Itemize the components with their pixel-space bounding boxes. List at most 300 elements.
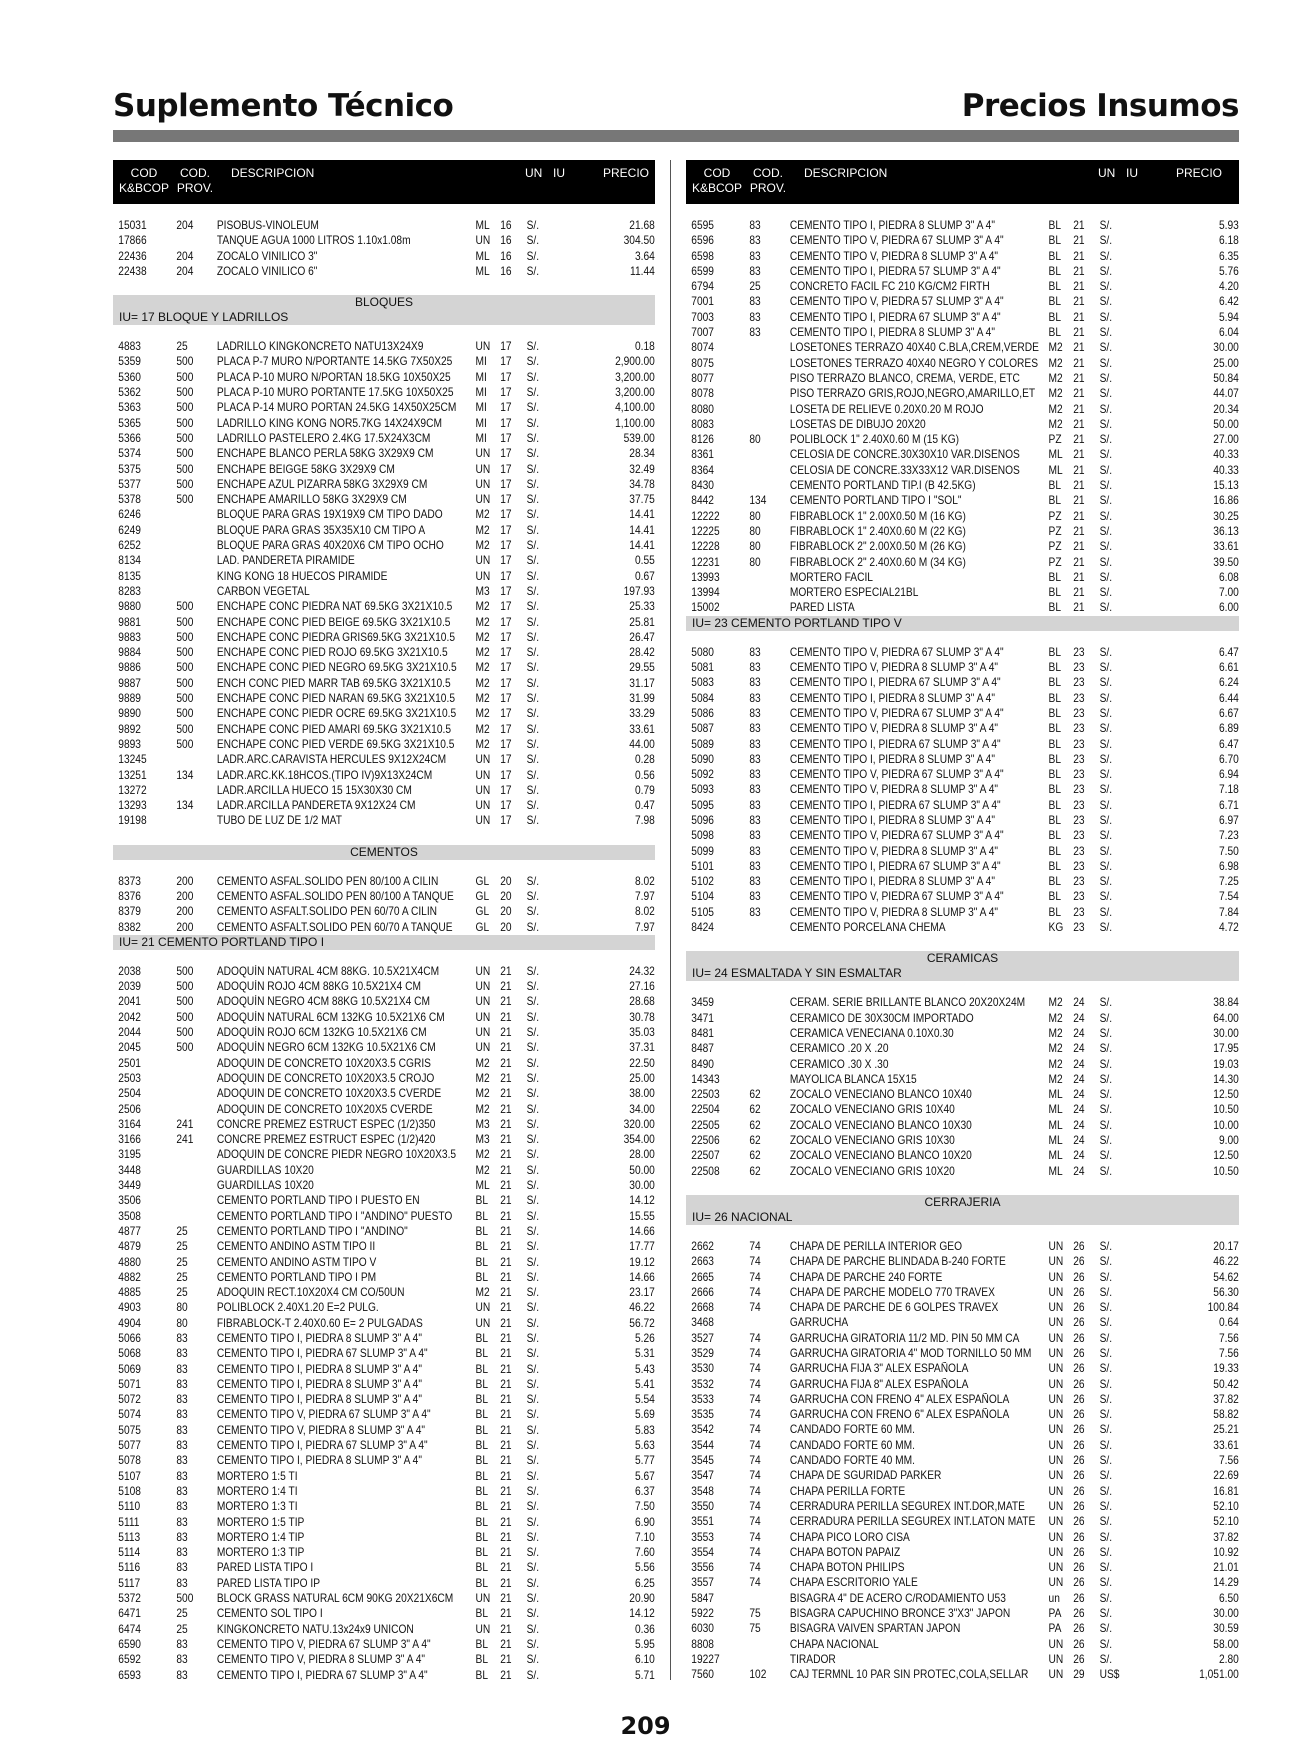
- cell-price: 25.33: [629, 600, 655, 614]
- cell-un: UN: [1048, 1545, 1064, 1559]
- cell-prov: 25: [176, 340, 188, 354]
- cell-cod: 3551: [691, 1515, 714, 1529]
- cell-prov: 83: [176, 1637, 188, 1651]
- cell-un: M2: [475, 1071, 490, 1085]
- cell-desc: CEMENTO TIPO I, PIEDRA 67 SLUMP 3" A 4": [789, 859, 1001, 873]
- cell-prov: 500: [176, 370, 194, 384]
- cell-prov: 134: [749, 494, 767, 508]
- cell-desc: CEMENTO TIPO I, PIEDRA 8 SLUMP 3" A 4": [789, 752, 995, 766]
- table-row: [686, 1484, 1239, 1499]
- cell-prov: 25: [176, 1607, 188, 1621]
- cell-un: M2: [475, 646, 490, 660]
- table-row: [113, 1193, 655, 1208]
- cell-iu: 21: [1073, 601, 1085, 615]
- cell-desc: LAD. PANDERETA PIRAMIDE: [216, 554, 355, 568]
- cell-currency: S/.: [526, 539, 540, 553]
- table-row: [686, 1011, 1239, 1026]
- cell-un: MI: [475, 355, 487, 369]
- cell-un: UN: [475, 1622, 491, 1636]
- table-row: [113, 462, 655, 477]
- cell-un: BL: [475, 1362, 489, 1376]
- cell-currency: S/.: [526, 234, 540, 248]
- cell-prov: 134: [176, 768, 194, 782]
- cell-desc: CEMENTO TIPO I, PIEDRA 8 SLUMP 3" A 4": [216, 1454, 422, 1468]
- cell-prov: 500: [176, 615, 194, 629]
- cell-cod: 5365: [118, 416, 141, 430]
- cell-cod: 8379: [118, 905, 141, 919]
- cell-currency: S/.: [1099, 280, 1113, 294]
- spacer: [113, 279, 655, 293]
- cell-price: 38.00: [629, 1087, 655, 1101]
- cell-un: UN: [475, 1026, 491, 1040]
- cell-prov: 241: [176, 1117, 194, 1131]
- cell-currency: S/.: [1099, 494, 1113, 508]
- cell-currency: S/.: [526, 1179, 540, 1193]
- cell-currency: S/.: [526, 386, 540, 400]
- cell-currency: S/.: [526, 1576, 540, 1590]
- table-row: [686, 402, 1239, 417]
- table-row: [686, 1560, 1239, 1575]
- cell-iu: 23: [1073, 921, 1085, 935]
- cell-price: 40.33: [1213, 463, 1239, 477]
- cell-cod: 3550: [691, 1499, 714, 1513]
- cell-price: 7.18: [1218, 783, 1239, 797]
- header-cod: COD K&BCOP: [692, 166, 743, 195]
- cell-price: 32.49: [629, 462, 655, 476]
- cell-desc: FIBRABLOCK-T 2.40X0.60 E= 2 PULGADAS: [216, 1316, 423, 1330]
- cell-iu: 23: [1073, 890, 1085, 904]
- cell-prov: 500: [176, 1026, 194, 1040]
- cell-currency: S/.: [1099, 921, 1113, 935]
- table-row: [686, 294, 1239, 309]
- cell-iu: 23: [1073, 691, 1085, 705]
- cell-cod: 5375: [118, 462, 141, 476]
- cell-iu: 17: [500, 584, 512, 598]
- cell-iu: 21: [500, 1637, 512, 1651]
- cell-iu: 21: [500, 1087, 512, 1101]
- cell-iu: 21: [500, 1423, 512, 1437]
- table-row: [113, 1239, 655, 1254]
- cell-un: BL: [1048, 219, 1062, 232]
- table-row: [686, 264, 1239, 279]
- cell-price: 5.67: [634, 1469, 655, 1483]
- cell-desc: CEMENTO TIPO V, PIEDRA 67 SLUMP 3" A 4": [789, 234, 1004, 248]
- cell-price: 30.00: [1213, 1607, 1239, 1621]
- cell-prov: 83: [749, 295, 761, 309]
- cell-price: 6.18: [1218, 234, 1239, 248]
- cell-iu: 21: [1073, 479, 1085, 493]
- cell-prov: 74: [749, 1255, 761, 1269]
- cell-price: 29.55: [629, 661, 655, 675]
- cell-prov: 74: [749, 1438, 761, 1452]
- cell-desc: MAYOLICA BLANCA 15X15: [789, 1072, 917, 1086]
- cell-desc: CEMENTO ASFALT.SOLIDO PEN 60/70 A CILIN: [216, 905, 438, 919]
- cell-prov: 83: [749, 752, 761, 766]
- cell-desc: ADOQUIN DE CONCRETO 10X20X5 CVERDE: [216, 1102, 433, 1116]
- cell-iu: 17: [500, 355, 512, 369]
- cell-iu: 21: [500, 1286, 512, 1300]
- cell-currency: S/.: [1099, 1454, 1113, 1468]
- cell-desc: ZOCALO VENECIANO GRIS 10X40: [789, 1103, 955, 1117]
- cell-cod: 2042: [118, 1010, 141, 1024]
- table-row: [686, 691, 1239, 706]
- cell-iu: 24: [1073, 1149, 1085, 1163]
- cell-prov: 83: [749, 737, 761, 751]
- table-row: [686, 1102, 1239, 1117]
- cell-prov: 74: [749, 1530, 761, 1544]
- cell-iu: 23: [1073, 829, 1085, 843]
- cell-currency: S/.: [1099, 829, 1113, 843]
- cell-currency: S/.: [1099, 417, 1113, 431]
- cell-price: 14.12: [629, 1194, 655, 1208]
- cell-desc: CEMENTO ANDINO ASTM TIPO II: [216, 1240, 376, 1254]
- cell-price: 46.22: [1213, 1255, 1239, 1269]
- cell-desc: CEMENTO ASFAL.SOLIDO PEN 80/100 A CILIN: [216, 874, 439, 888]
- cell-prov: 83: [176, 1454, 188, 1468]
- cell-currency: S/.: [1099, 1072, 1113, 1086]
- table-row: [113, 1163, 655, 1178]
- cell-currency: S/.: [526, 1469, 540, 1483]
- cell-iu: 17: [500, 676, 512, 690]
- header-cod: COD K&BCOP: [119, 166, 170, 195]
- cell-price: 1,100.00: [615, 416, 655, 430]
- cell-iu: 21: [1073, 570, 1085, 584]
- cell-currency: S/.: [526, 355, 540, 369]
- cell-cod: 6249: [118, 523, 141, 537]
- cell-iu: 17: [500, 814, 512, 828]
- cell-currency: S/.: [1099, 1408, 1113, 1422]
- cell-price: 35.03: [629, 1026, 655, 1040]
- cell-un: BL: [475, 1454, 489, 1468]
- cell-currency: S/.: [1099, 601, 1113, 615]
- cell-price: 30.59: [1213, 1622, 1239, 1636]
- cell-price: 6.97: [1218, 813, 1239, 827]
- subsection-heading: IU= 26 NACIONAL: [686, 1210, 1239, 1225]
- cell-iu: 21: [1073, 371, 1085, 385]
- cell-un: BL: [475, 1530, 489, 1544]
- cell-desc: CEMENTO TIPO V, PIEDRA 8 SLUMP 3" A 4": [789, 249, 999, 263]
- cell-prov: 74: [749, 1484, 761, 1498]
- cell-iu: 21: [1073, 586, 1085, 600]
- cell-cod: 5080: [691, 645, 714, 659]
- table-row: [113, 431, 655, 446]
- cell-price: 6.67: [1218, 706, 1239, 720]
- table-row: [686, 920, 1239, 935]
- cell-prov: 83: [749, 249, 761, 263]
- cell-iu: 21: [1073, 417, 1085, 431]
- cell-price: 6.61: [1218, 661, 1239, 675]
- cell-un: UN: [475, 477, 491, 491]
- table-row: [113, 233, 655, 248]
- table-row: [686, 737, 1239, 752]
- table-row: [113, 584, 655, 599]
- cell-iu: 23: [1073, 722, 1085, 736]
- cell-iu: 26: [1073, 1637, 1085, 1651]
- cell-cod: 5090: [691, 752, 714, 766]
- cell-iu: 21: [1073, 341, 1085, 355]
- cell-desc: LOSETONES TERRAZO 40X40 NEGRO Y COLORES: [789, 356, 1038, 370]
- cell-un: M2: [475, 661, 490, 675]
- cell-cod: 5089: [691, 737, 714, 751]
- table-row: [113, 1300, 655, 1315]
- table-row: [113, 994, 655, 1009]
- cell-un: UN: [1048, 1530, 1064, 1544]
- cell-un: UN: [1048, 1239, 1064, 1253]
- table-row: [113, 737, 655, 752]
- cell-price: 14.41: [629, 523, 655, 537]
- cell-desc: ENCHAPE BEIGGE 58KG 3X29X9 CM: [216, 462, 395, 476]
- cell-un: UN: [475, 1301, 491, 1315]
- cell-currency: S/.: [1099, 706, 1113, 720]
- cell-desc: ZOCALO VENECIANO BLANCO 10X40: [789, 1088, 972, 1102]
- cell-prov: 83: [176, 1561, 188, 1575]
- cell-currency: S/.: [1099, 1591, 1113, 1605]
- cell-currency: S/.: [526, 995, 540, 1009]
- cell-iu: 23: [1073, 783, 1085, 797]
- cell-price: 14.30: [1213, 1072, 1239, 1086]
- cell-prov: 74: [749, 1285, 761, 1299]
- cell-un: BL: [1048, 676, 1062, 690]
- cell-price: 25.00: [1213, 356, 1239, 370]
- table-row: [113, 1285, 655, 1300]
- cell-iu: 21: [500, 1500, 512, 1514]
- cell-iu: 17: [500, 539, 512, 553]
- cell-desc: TANQUE AGUA 1000 LITROS 1.10x1.08m: [216, 234, 411, 248]
- table-row: [113, 339, 655, 354]
- cell-currency: S/.: [1099, 783, 1113, 797]
- cell-currency: S/.: [526, 905, 540, 919]
- cell-currency: S/.: [526, 783, 540, 797]
- cell-iu: 21: [500, 1209, 512, 1223]
- spacer: [113, 829, 655, 843]
- cell-price: 37.31: [629, 1041, 655, 1055]
- cell-currency: S/.: [1099, 1270, 1113, 1284]
- cell-iu: 16: [500, 234, 512, 248]
- cell-un: UN: [475, 753, 491, 767]
- cell-desc: ADOQUÍN ROJO 4CM 88KG 10.5X21X4 CM: [216, 980, 421, 994]
- cell-cod: 12225: [691, 524, 720, 538]
- cell-price: 0.67: [634, 569, 655, 583]
- cell-un: UN: [1048, 1423, 1064, 1437]
- cell-desc: LADR.ARCILLA HUECO 15 15X30X30 CM: [216, 783, 412, 797]
- cell-price: 14.12: [629, 1607, 655, 1621]
- table-row: [686, 889, 1239, 904]
- cell-cod: 9880: [118, 600, 141, 614]
- table-row: [686, 1148, 1239, 1163]
- table-row: [686, 555, 1239, 570]
- cell-iu: 26: [1073, 1515, 1085, 1529]
- cell-currency: S/.: [1099, 768, 1113, 782]
- table-row: [113, 904, 655, 919]
- cell-iu: 17: [500, 477, 512, 491]
- cell-un: UN: [475, 814, 491, 828]
- cell-un: UN: [475, 340, 491, 354]
- cell-price: 28.00: [629, 1148, 655, 1162]
- cell-un: BL: [1048, 601, 1062, 615]
- cell-prov: 74: [749, 1331, 761, 1345]
- cell-cod: 8083: [691, 417, 714, 431]
- cell-cod: 9884: [118, 646, 141, 660]
- cell-desc: TIRADOR: [789, 1652, 836, 1666]
- table-row: [686, 767, 1239, 782]
- cell-desc: ADOQUIN RECT.10X20X4 CM CO/50UN: [216, 1286, 405, 1300]
- cell-prov: 83: [749, 645, 761, 659]
- cell-currency: S/.: [1099, 463, 1113, 477]
- cell-iu: 21: [500, 1026, 512, 1040]
- cell-price: 10.50: [1213, 1103, 1239, 1117]
- cell-currency: S/.: [1099, 249, 1113, 263]
- cell-iu: 21: [500, 1377, 512, 1391]
- cell-un: UN: [475, 462, 491, 476]
- cell-cod: 4883: [118, 340, 141, 354]
- cell-iu: 21: [1073, 310, 1085, 324]
- cell-price: 3,200.00: [615, 370, 655, 384]
- cell-iu: 23: [1073, 706, 1085, 720]
- cell-cod: 6471: [118, 1607, 141, 1621]
- cell-un: M2: [475, 676, 490, 690]
- table-row: [113, 446, 655, 461]
- cell-currency: S/.: [526, 676, 540, 690]
- table-row: [113, 874, 655, 889]
- cell-currency: S/.: [1099, 905, 1113, 919]
- cell-currency: S/.: [526, 646, 540, 660]
- cell-desc: CHAPA NACIONAL: [789, 1637, 879, 1651]
- cell-cod: 5116: [118, 1561, 141, 1575]
- cell-iu: 21: [500, 1484, 512, 1498]
- cell-prov: 500: [176, 1592, 194, 1606]
- cell-desc: CEMENTO TIPO V, PIEDRA 67 SLUMP 3" A 4": [789, 829, 1004, 843]
- cell-desc: CEMENTO TIPO V, PIEDRA 67 SLUMP 3" A 4": [789, 890, 1004, 904]
- cell-currency: S/.: [1099, 798, 1113, 812]
- section-heading: CERRAJERIA: [686, 1195, 1239, 1210]
- cell-prov: 83: [749, 219, 761, 232]
- cell-prov: 500: [176, 692, 194, 706]
- cell-desc: CEMENTO PORTLAND TIP.I (B 42.5KG): [789, 479, 976, 493]
- cell-un: UN: [1048, 1668, 1064, 1682]
- cell-un: BL: [1048, 768, 1062, 782]
- cell-desc: ENCHAPE CONC PIEDRA NAT 69.5KG 3X21X10.5: [216, 600, 453, 614]
- table-row: [113, 1071, 655, 1086]
- cell-price: 5.71: [634, 1668, 655, 1682]
- cell-cod: 5362: [118, 386, 141, 400]
- cell-price: 10.00: [1213, 1118, 1239, 1132]
- cell-cod: 8074: [691, 341, 714, 355]
- cell-cod: 8376: [118, 889, 141, 903]
- cell-un: BL: [1048, 280, 1062, 294]
- header-iu: IU: [553, 166, 565, 180]
- cell-iu: 26: [1073, 1607, 1085, 1621]
- cell-iu: 21: [1073, 540, 1085, 554]
- table-row: [686, 1453, 1239, 1468]
- table-header: [113, 160, 655, 204]
- cell-desc: CHAPA DE SGURIDAD PARKER: [789, 1469, 942, 1483]
- cell-prov: 83: [176, 1347, 188, 1361]
- cell-currency: S/.: [1099, 1438, 1113, 1452]
- cell-price: 54.62: [1213, 1270, 1239, 1284]
- cell-iu: 24: [1073, 1088, 1085, 1102]
- cell-cod: 3449: [118, 1179, 141, 1193]
- cell-currency: S/.: [526, 1056, 540, 1070]
- price-list-right: [686, 204, 1239, 1683]
- cell-prov: 83: [749, 859, 761, 873]
- cell-un: un: [1048, 1591, 1060, 1605]
- cell-desc: CEMENTO PORTLAND TIPO I PM: [216, 1270, 377, 1284]
- cell-iu: 17: [500, 722, 512, 736]
- cell-price: 6.42: [1218, 295, 1239, 309]
- cell-un: MI: [475, 386, 487, 400]
- cell-iu: 26: [1073, 1622, 1085, 1636]
- cell-cod: 5102: [691, 875, 714, 889]
- cell-cod: 8126: [691, 433, 714, 447]
- cell-cod: 3545: [691, 1454, 714, 1468]
- cell-desc: CONCRETO FACIL FC 210 KG/CM2 FIRTH: [789, 280, 990, 294]
- cell-cod: 5372: [118, 1592, 141, 1606]
- cell-price: 354.00: [623, 1133, 655, 1147]
- cell-currency: S/.: [526, 1637, 540, 1651]
- cell-price: 15.13: [1213, 479, 1239, 493]
- cell-price: 33.61: [1213, 540, 1239, 554]
- cell-cod: 4885: [118, 1286, 141, 1300]
- section-heading: CEMENTOS: [113, 845, 655, 860]
- cell-prov: 80: [749, 509, 761, 523]
- cell-currency: S/.: [1099, 371, 1113, 385]
- cell-iu: 21: [1073, 555, 1085, 569]
- cell-cod: 5081: [691, 661, 714, 675]
- cell-prov: 83: [176, 1653, 188, 1667]
- cell-prov: 80: [749, 433, 761, 447]
- table-row: [113, 645, 655, 660]
- cell-iu: 20: [500, 905, 512, 919]
- cell-cod: 3164: [118, 1117, 141, 1131]
- table-row: [113, 1530, 655, 1545]
- cell-prov: 83: [749, 798, 761, 812]
- cell-price: 16.86: [1213, 494, 1239, 508]
- cell-prov: 83: [176, 1332, 188, 1345]
- cell-currency: S/.: [1099, 1576, 1113, 1590]
- cell-currency: S/.: [1099, 1392, 1113, 1406]
- cell-currency: S/.: [526, 1270, 540, 1284]
- cell-price: 6.71: [1218, 798, 1239, 812]
- cell-un: M2: [475, 539, 490, 553]
- cell-price: 46.22: [629, 1301, 655, 1315]
- cell-desc: CEMENTO SOL TIPO I: [216, 1607, 323, 1621]
- cell-prov: 500: [176, 1041, 194, 1055]
- cell-desc: BLOQUE PARA GRAS 35X35X10 CM TIPO A: [216, 523, 426, 537]
- cell-un: ML: [475, 249, 490, 263]
- cell-currency: S/.: [526, 1423, 540, 1437]
- cell-desc: LOSETA DE RELIEVE 0.20X0.20 M ROJO: [789, 402, 984, 416]
- cell-desc: ENCHAPE CONC PIED ROJO 69.5KG 3X21X10.5: [216, 646, 448, 660]
- cell-iu: 21: [500, 1454, 512, 1468]
- cell-cod: 6592: [118, 1653, 141, 1667]
- cell-price: 5.43: [634, 1362, 655, 1376]
- cell-un: BL: [1048, 798, 1062, 812]
- cell-iu: 21: [500, 1561, 512, 1575]
- table-row: [113, 1469, 655, 1484]
- table-row: [113, 1606, 655, 1621]
- table-row: [113, 1132, 655, 1147]
- cell-desc: CEMENTO TIPO I, PIEDRA 67 SLUMP 3" A 4": [789, 676, 1001, 690]
- cell-cod: 5069: [118, 1362, 141, 1376]
- cell-un: BL: [475, 1484, 489, 1498]
- cell-price: 14.29: [1213, 1576, 1239, 1590]
- cell-un: MI: [475, 370, 487, 384]
- section-title: Precios Insumos: [961, 88, 1239, 124]
- cell-currency: S/.: [526, 584, 540, 598]
- cell-cod: 5378: [118, 493, 141, 507]
- cell-currency: S/.: [1099, 1499, 1113, 1513]
- cell-un: MI: [475, 401, 487, 415]
